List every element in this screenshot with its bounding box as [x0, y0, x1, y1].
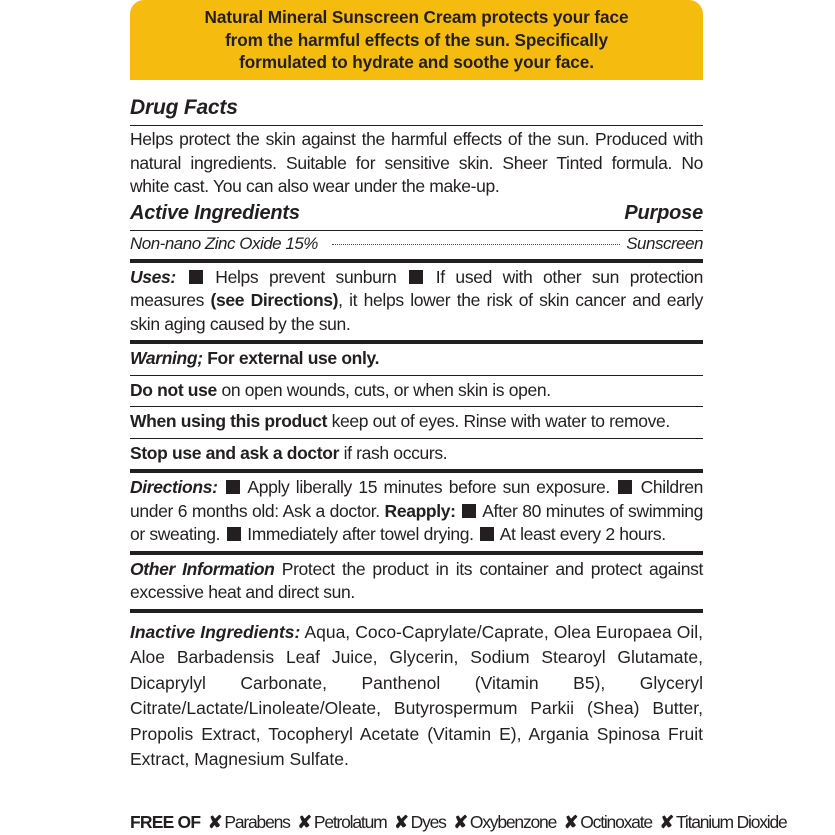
- cross-icon: ✘: [297, 812, 311, 832]
- cross-icon: ✘: [659, 812, 674, 832]
- stop-use-label: Stop use and ask a doctor: [130, 442, 340, 463]
- bullet-square-icon: [462, 504, 476, 518]
- bullet-square-icon: [226, 480, 240, 494]
- inactive-ingredients-text: Aqua, Coco-Caprylate/Caprate, Olea Europaea Oil, Aloe Barbadensis Leaf Juice, Glycerin, Sodium Stearoyl Glutamate, Dicaprylyl Carbonate, Panthenol (Vitamin B5), Glyceryl Citrate/Lactate/Linoleate/Oleate, Butyrospermum Parkii (Shea) Butter, Propolis Extract, Tocopheryl Acetate (Vitamin E), Argania Spinosa Fruit Extract, Magnesium Sulfate.: [130, 621, 703, 769]
- drug-facts-intro: Helps protect the skin against the harmful effects of the sun. Produced with natural ingredients. Suitable for sensitive skin. Sheer Tinted formula. No white cast. You can also wear under the make-up.: [130, 129, 703, 196]
- see-directions-ref: (see Directions): [210, 290, 339, 310]
- other-information-label: Other Information: [130, 558, 275, 579]
- active-ingredients-header: [130, 200, 703, 230]
- uses-item: Helps prevent sunburn: [215, 266, 397, 287]
- uses-label: Uses:: [130, 266, 176, 287]
- warning-label: Warning;: [130, 348, 203, 368]
- uses-item-cont: , it helps lower the risk of skin cancer and early skin aging caused by the sun.: [130, 290, 703, 334]
- banner-line-2: from the harmful effects of the sun. Specifically: [225, 29, 608, 50]
- banner-line-1: Natural Mineral Sunscreen Cream protects your face: [204, 7, 629, 27]
- ingredient-name: Non-nano Zinc Oxide 15%: [130, 233, 318, 253]
- drug-facts-title: Drug Facts: [130, 96, 238, 119]
- directions-section: [130, 473, 703, 551]
- directions-item: At least every 2 hours.: [499, 524, 666, 544]
- cross-icon: ✘: [563, 812, 578, 832]
- when-using-label: When using this product: [130, 411, 328, 431]
- free-of-item: Oxybenzone: [469, 812, 557, 832]
- directions-label: Directions:: [130, 477, 218, 497]
- cross-icon: ✘: [453, 812, 467, 832]
- free-of-item: Parabens: [224, 812, 290, 832]
- product-banner: [130, 0, 703, 80]
- free-of-item: Titanium Dioxide: [676, 812, 787, 832]
- drug-facts-panel: [130, 96, 703, 777]
- reapply-label: Reapply:: [384, 500, 456, 521]
- do-not-use-label: Do not use: [130, 379, 217, 400]
- free-of-item: Octinoxate: [580, 812, 652, 832]
- cross-icon: ✘: [394, 812, 408, 832]
- inactive-ingredients-section: [130, 613, 703, 777]
- do-not-use-section: [130, 376, 703, 407]
- active-ingredient-row: [130, 231, 703, 259]
- bullet-square-icon: [409, 270, 423, 284]
- uses-section: [130, 263, 703, 341]
- when-using-text: keep out of eyes. Rinse with water to remove.: [331, 411, 670, 431]
- warning-section: [130, 344, 703, 375]
- ingredient-purpose: Sunscreen: [626, 233, 703, 253]
- uses-item: If used with other sun protection measures: [130, 266, 704, 310]
- other-information-section: [130, 555, 703, 609]
- directions-item: Children under 6 months old: Ask a doctor.: [130, 477, 704, 521]
- dotted-leader: [332, 244, 620, 245]
- bullet-square-icon: [227, 527, 241, 541]
- directions-item: After 80 minutes of swimming or sweating.: [130, 500, 703, 544]
- stop-use-text: if rash occurs.: [343, 442, 448, 463]
- free-of-label: FREE OF: [130, 812, 201, 832]
- purpose-label: Purpose: [624, 201, 703, 224]
- warning-text: For external use only.: [207, 348, 380, 368]
- when-using-section: [130, 407, 703, 438]
- bullet-square-icon: [480, 527, 494, 541]
- free-of-row: [130, 811, 787, 833]
- bullet-square-icon: [618, 480, 632, 494]
- do-not-use-text: on open wounds, cuts, or when skin is open.: [221, 379, 551, 400]
- bullet-square-icon: [189, 270, 203, 284]
- directions-item: Immediately after towel drying.: [247, 524, 474, 544]
- directions-item: Apply liberally 15 minutes before sun exposure.: [247, 477, 610, 497]
- banner-line-3: formulated to hydrate and soothe your face.: [239, 52, 594, 72]
- free-of-item: Petrolatum: [313, 812, 387, 832]
- other-information-text: Protect the product in its container and protect against excessive heat and direct sun.: [130, 558, 703, 602]
- stop-use-section: [130, 439, 703, 470]
- active-ingredients-label: Active Ingredients: [130, 201, 300, 224]
- free-of-item: Dyes: [410, 812, 446, 832]
- inactive-ingredients-label: Inactive Ingredients:: [130, 621, 301, 642]
- cross-icon: ✘: [207, 812, 222, 832]
